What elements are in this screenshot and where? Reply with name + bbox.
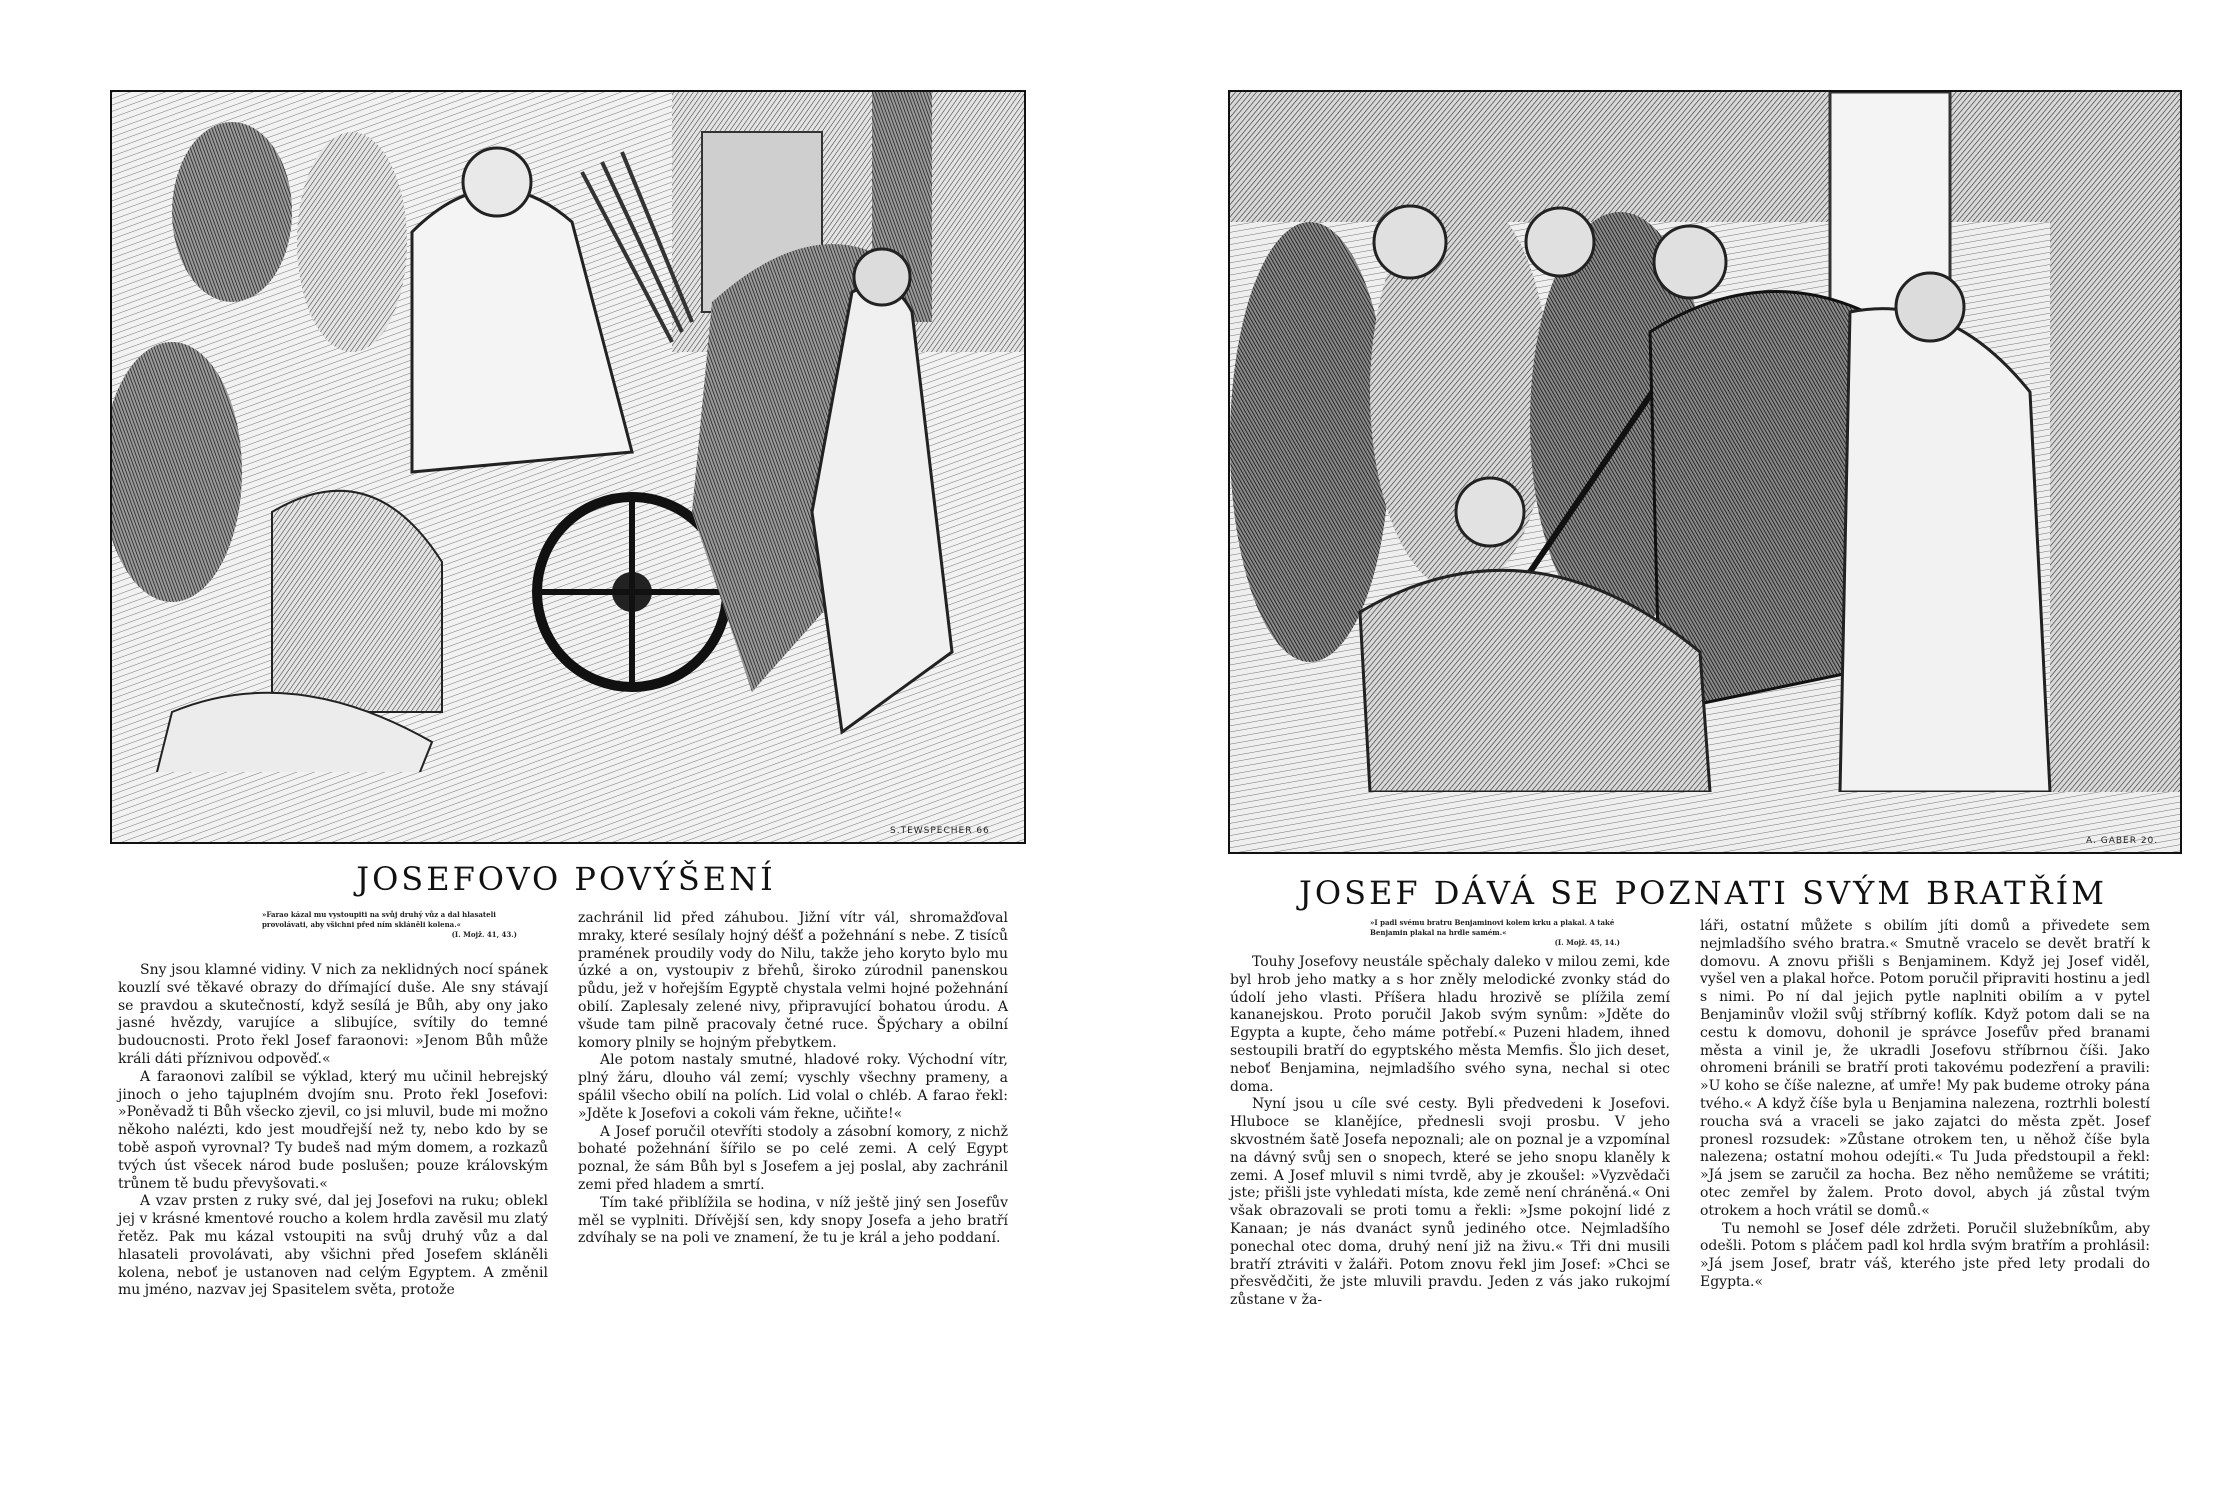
caption-reference: (I. Mojž. 45, 14.): [1554, 938, 1620, 947]
paragraph: Tu nemohl se Josef déle zdržeti. Poručil služebníkům, aby odešli. Potom s pláčem padl kol hrdla svým bratřím a prohlásil: »Já jsem Josef, bratr váš, kterého jste před lety prodali do Egypta.«: [1700, 1220, 2150, 1290]
caption-quote: »Farao kázal mu vystoupiti na svůj druhý vůz a dal hlasateli provolávati, aby všichni před ním skláněli kolena.«: [262, 910, 496, 929]
paragraph: zachránil lid před záhubou. Jižní vítr vál, shromažďoval mraky, které sesílaly hojný déšť a požehnání s nebe. Z tisíců pramének proudily vody do Nilu, takže jeho koryto bylo mu úzké a on, vystoupiv z břehů, široko zúrodnil panenskou půdu, jež v hořejším Egyptě chystala velmi hojné požehnání obilí. Zaplesaly zelené nivy, připravující bohatou úrodu. A všude tam pilně pracovaly četné ruce. Špýchary a obilní komory plnily se hojným přebytkem.: [578, 910, 1008, 1051]
engraving-image: [1230, 92, 2180, 852]
illustration-signature: A. GABER 20.: [2086, 836, 2159, 846]
text-column-1: [1230, 954, 1670, 1310]
paragraph: Nyní jsou u cíle své cesty. Byli předvedeni k Josefovi. Hluboce se klanějíce, přednesli svoji prosbu. V jeho skvostném šatě Josefa nepoznali; ale on poznal je a vzpomínal na dávný svůj sen o snopech, které se jeho snopu klaněly k zemi. A Josef mluvil s nimi tvrdě, aby je zkoušel: »Vyzvědači jste; přišli jste vyhledati místa, kde země není chráněná.« Oni však obrazovali se proti tomu a řekli: »Jsme pokojní lidé z Kanaan; je nás dvanáct synů jediného otce. Nejmladšího ponechal otec doma, druhý není již na živu.« Tři dni musili bratří ztráviti v žaláři. Potom znovu řekl jim Josef: »Chci se přesvědčiti, že jste mluvili pravdu. Jeden z vás jako rukojmí zůstane v ža-: [1230, 1096, 1670, 1309]
paragraph: Touhy Josefovy neustále spěchaly daleko v milou zemi, kde byl hrob jeho matky a s hor zněly melodické zvonky stád do údolí jeho vlasti. Příšera hladu hrozivě se plížila zemí kananejskou. Proto poručil Jakob svým synům: »Jděte do Egypta a kupte, čeho máme potřebí.« Puzeni hladem, ihned sestoupili bratří do egyptského města Memfis. Šlo jich deset, neboť Benjamina, nejmladšího svého syna, nechal si otec doma.: [1230, 954, 1670, 1095]
paragraph: Sny jsou klamné vidiny. V nich za neklidných nocí spánek kouzlí své těkavé obrazy do dřímající duše. Ale sny stávají se pravdou a skutečností, když sesílá je Bůh, aby ony jako jasné hvězdy, varujíce a slibujíce, svítily do temné budoucnosti. Proto řekl Josef faraonovi: »Jenom Bůh může králi dáti příznivou odpověď.«: [118, 962, 548, 1067]
caption-quote: »I padl svému bratru Benjaminovi kolem krku a plakal. A také Benjamin plakal na hrdle samém.«: [1370, 918, 1615, 937]
caption: [262, 910, 517, 940]
illustration-joseph-brothers: [1228, 90, 2182, 854]
page-title: JOSEF DÁVÁ SE POZNATI SVÝM BRATŘÍM: [1299, 874, 2107, 912]
engraving-image: [112, 92, 1024, 842]
paragraph: Tím také přiblížila se hodina, v níž ještě jiný sen Josefův měl se vyplniti. Dřívější sen, kdy snopy Josefa a jeho bratří zdvíhaly se na poli ve znamení, že tu je král a jeho poddaní.: [578, 1194, 1008, 1247]
text-column-2: [1700, 918, 2150, 1292]
paragraph: A Josef poručil otevříti stodoly a zásobní komory, z nichž bohaté požehnání šířilo se po celé zemi. A celý Egypt poznal, že sám Bůh byl s Josefem a jej poslal, aby zachránil zemi před hladem a smrtí.: [578, 1123, 1008, 1193]
paragraph: láři, ostatní můžete s obilím jíti domů a přivedete sem nejmladšího svého bratra.« Smutně vracelo se devět bratří k domovu. A znovu přišli s Benjaminem. Když jej Josef viděl, vyšel ven a plakal hořce. Potom poručil připraviti hostinu a jedl s nimi. Po ní dal jejich pytle naplniti obilím a v pytel Benjaminův vložil svůj stříbrný koflík. Když potom dali se na cestu k domovu, dohonil je správce Josefův před branami města a vinil je, že ukradli Josefovu stříbrnou číši. Jako ohromeni bránili se bratří proti takovému podezření a pravili: »U koho se číše nalezne, ať umře! My pak budeme otroky pána tvého.« A když číše byla u Benjamina nalezena, roztrhli bolestí roucha svá a vraceli se jako zajatci do města zpět. Josef pronesl rozsudek: »Zůstane otrokem ten, u něhož číše byla nalezena; ostatní mohou odejíti.« Tu Juda předstoupil a řekl: »Já jsem se zaručil za hocha. Bez něho nemůžeme se vrátiti; otec zemřel by žalem. Proto dovol, abych já zůstal tvým otrokem a hoch vrátil se domů.«: [1700, 918, 2150, 1219]
illustration-signature: S.TEWSPECHER 66: [890, 826, 990, 836]
right-page: [1108, 0, 2216, 1500]
caption-reference: (I. Mojž. 41, 43.): [451, 930, 517, 939]
illustration-joseph-chariot: [110, 90, 1026, 844]
text-column-1: [118, 962, 548, 1300]
caption: [1370, 918, 1620, 948]
text-column-2: [578, 910, 1008, 1248]
paragraph: A vzav prsten z ruky své, dal jej Josefovi na ruku; oblekl jej v krásné kmentové roucho a kolem hrdla zavěsil mu zlatý řetěz. Pak mu kázal vstoupiti na svůj druhý vůz a dal hlasateli provolávati, aby všichni před Josefem skláněli kolena, neboť je ustanoven nad celým Egyptem. A změnil mu jméno, nazvav jej Spasitelem světa, protože: [118, 1193, 548, 1299]
paragraph: Ale potom nastaly smutné, hladové roky. Východní vítr, plný žáru, dlouho vál zemí; vyschly všechny prameny, a spálil všecho obilí na polích. Lid volal o chléb. A farao řekl: »Jděte k Josefovi a cokoli vám řekne, učiňte!«: [578, 1052, 1008, 1122]
page-title: JOSEFOVO POVÝŠENÍ: [356, 860, 776, 898]
paragraph: A faraonovi zalíbil se výklad, který mu učinil hebrejský jinoch o jeho tajuplném dvojím snu. Proto řekl Josefovi: »Poněvadž ti Bůh všecko zjevil, co jsi mluvil, bude mi možno někoho nalézti, kdo jest moudřejší než ty, nebo kdo by se tobě aspoň vyrovnal? Ty budeš nad mým domem, a rozkazů tvých úst všecek národ bude poslušen; pouze královským trůnem tě budu převyšovati.«: [118, 1068, 548, 1192]
